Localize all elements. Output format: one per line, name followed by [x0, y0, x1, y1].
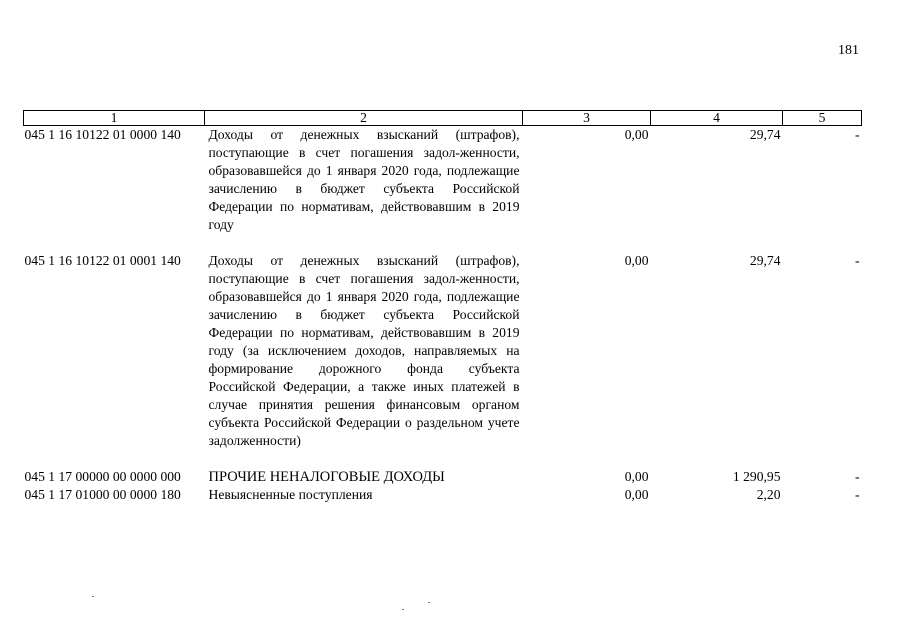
plan-value: 0,00 — [624, 253, 649, 268]
header-col-4: 4 — [651, 111, 783, 126]
revenue-name: Невыясненные поступления — [208, 487, 373, 502]
scan-speck — [402, 609, 404, 610]
table-body — [24, 126, 862, 505]
percent-value: - — [854, 487, 860, 502]
table-row — [24, 252, 862, 450]
revenue-name: ПРОЧИЕ НЕНАЛОГОВЫЕ ДОХОДЫ — [208, 469, 445, 485]
table-header — [24, 111, 862, 126]
revenue-name — [205, 126, 523, 235]
revenue-name-text: Доходы от денежных взысканий (штрафов), поступающие в счет погашения задол-женности, образовавшейся до 1 января 2020 года, подлежащие зачислению в бюджет субъекта Российской Федерации по нормативам, действовавшим в 2019 году — [208, 127, 520, 232]
page-number: 181 — [838, 43, 859, 58]
scan-speck — [428, 602, 430, 603]
row-spacer — [24, 450, 862, 468]
actual-value: 29,74 — [749, 127, 781, 142]
percent-value: - — [854, 127, 860, 142]
budget-code: 045 1 17 01000 00 0000 180 — [24, 487, 181, 502]
header-col-3: 3 — [523, 111, 651, 126]
table-row — [24, 468, 862, 486]
header-row — [24, 111, 862, 126]
percent-value: - — [854, 469, 860, 484]
header-col-5: 5 — [783, 111, 862, 126]
plan-value: 0,00 — [624, 127, 649, 142]
revenue-table — [23, 110, 862, 504]
actual-value: 1 290,95 — [732, 469, 781, 484]
header-col-1: 1 — [24, 111, 205, 126]
plan-value: 0,00 — [624, 487, 649, 502]
actual-value: 2,20 — [756, 487, 781, 502]
revenue-name-text: Доходы от денежных взысканий (штрафов), поступающие в счет погашения задол-женности, образовавшейся до 1 января 2020 года, подлежащие зачислению в бюджет субъекта Российской Федерации по нормативам, действовавшим в 2019 году (за исключением доходов, направляемых на формирование дорожного фонда субъекта Российской Федерации, а также иных платежей в случае принятия решения финансовым органом субъекта Российской Федерации о раздельном учете задолженности) — [208, 253, 520, 448]
table-row — [24, 126, 862, 235]
budget-code: 045 1 17 00000 00 0000 000 — [24, 469, 181, 484]
revenue-name — [205, 252, 523, 450]
actual-value: 29,74 — [749, 253, 781, 268]
table-row — [24, 486, 862, 504]
row-spacer — [24, 234, 862, 252]
header-col-2: 2 — [205, 111, 523, 126]
percent-value: - — [854, 253, 860, 268]
scan-speck — [92, 596, 94, 597]
budget-code: 045 1 16 10122 01 0001 140 — [24, 253, 181, 268]
budget-code: 045 1 16 10122 01 0000 140 — [24, 127, 181, 142]
plan-value: 0,00 — [624, 469, 649, 484]
